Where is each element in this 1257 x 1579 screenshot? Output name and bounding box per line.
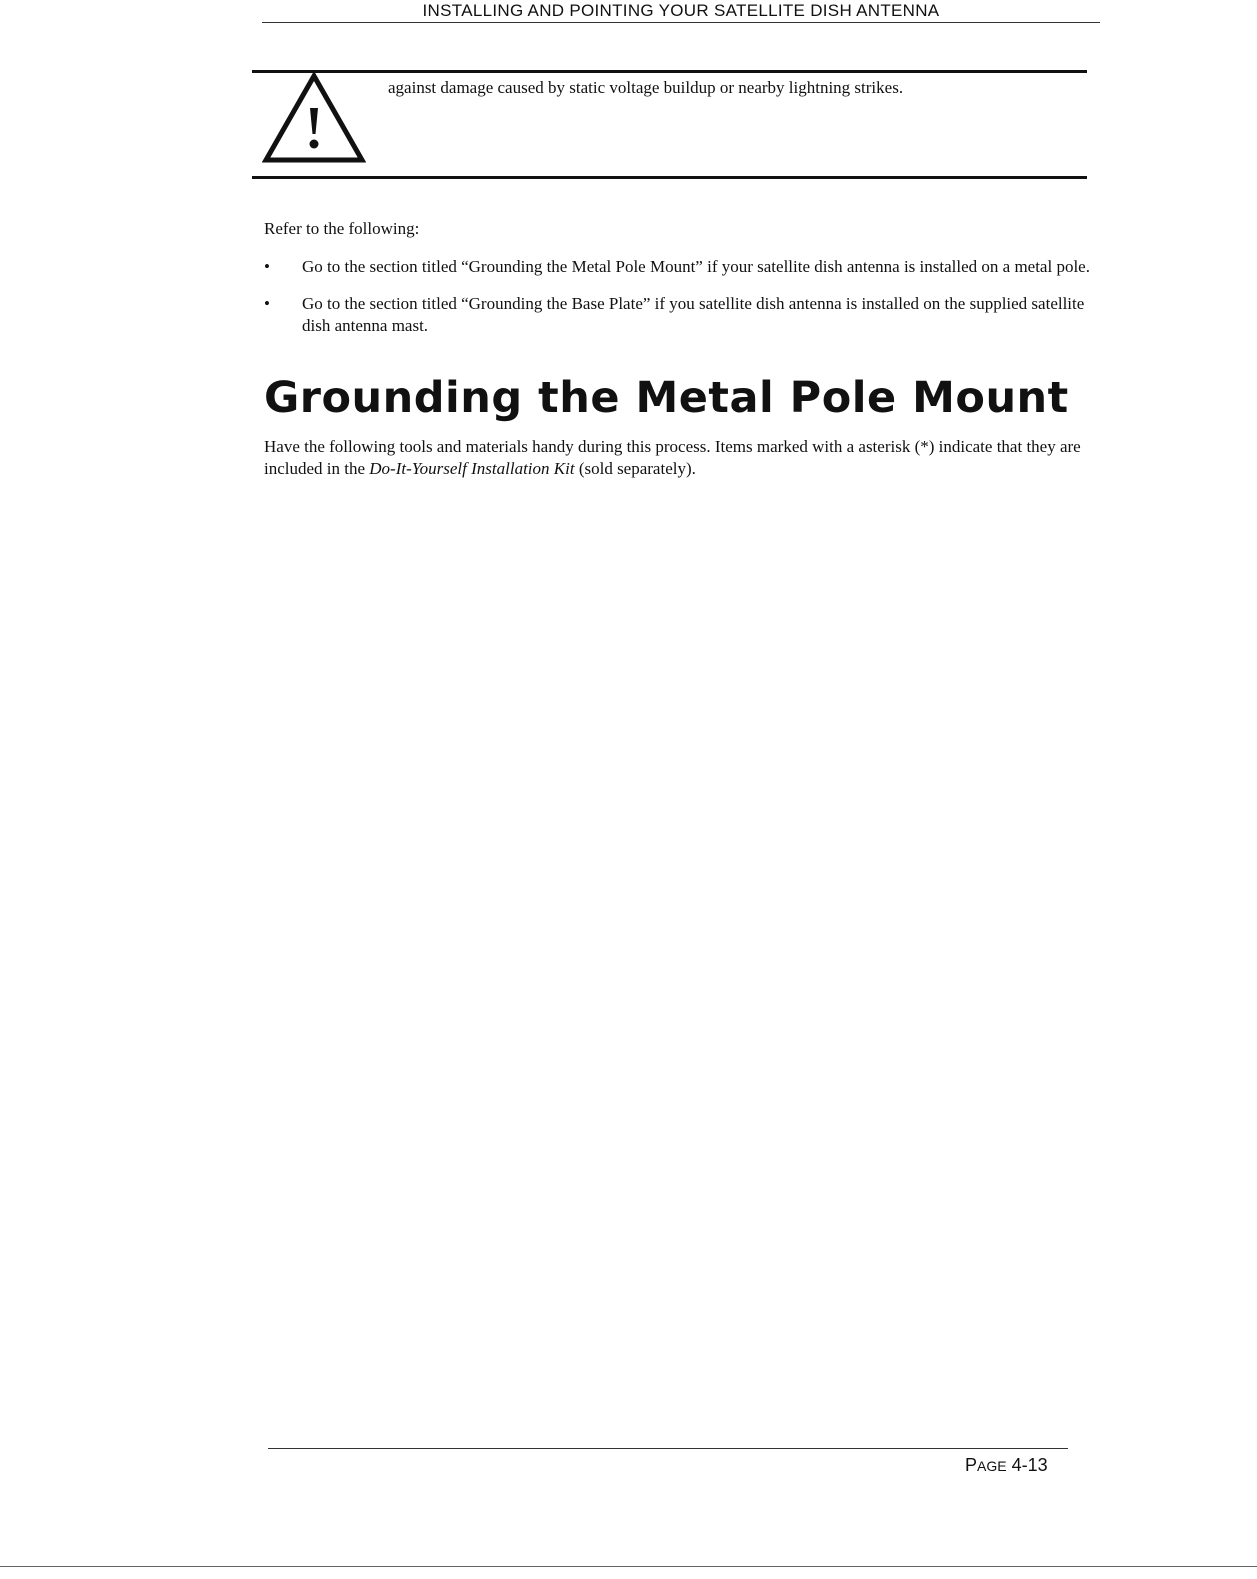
warning-text: against damage caused by static voltage buildup or nearby lightning strikes.	[388, 78, 904, 97]
page-label-rest: AGE	[977, 1458, 1007, 1474]
page-number-value: 4-13	[1011, 1455, 1048, 1475]
bullet-icon: •	[264, 257, 270, 276]
kit-name: Do-It-Yourself Installation Kit	[369, 459, 575, 478]
body-paragraph	[264, 436, 1094, 480]
bullet-text: Go to the section titled “Grounding the Base Plate” if you satellite dish antenna is installed on the supplied satellite dish antenna mast.	[302, 294, 1085, 335]
header-rule	[262, 22, 1100, 23]
scan-edge-line	[0, 1566, 1257, 1567]
page-number	[965, 1454, 1048, 1477]
warning-rule-bottom	[252, 176, 1087, 179]
page-label-initial: P	[965, 1455, 978, 1475]
warning-triangle-icon	[262, 72, 366, 164]
bullet-list	[264, 256, 1094, 352]
running-header: INSTALLING AND POINTING YOUR SATELLITE DISH ANTENNA	[422, 1, 940, 20]
bullet-text: Go to the section titled “Grounding the Metal Pole Mount” if your satellite dish antenna is installed on a metal pole.	[302, 257, 1090, 276]
paragraph-text-start: Have the following tools and materials handy during this process. Items marked with a asterisk (*) indicate that they are included in the	[264, 437, 1081, 478]
bullet-icon: •	[264, 294, 270, 313]
warning-rule-top	[252, 70, 1087, 73]
footer-rule	[268, 1448, 1068, 1449]
list-item	[264, 293, 1094, 337]
section-title: Grounding the Metal Pole Mount	[264, 373, 1069, 423]
intro-text: Refer to the following:	[264, 219, 420, 238]
paragraph-text-end: (sold separately).	[574, 459, 696, 478]
list-item	[264, 256, 1094, 278]
